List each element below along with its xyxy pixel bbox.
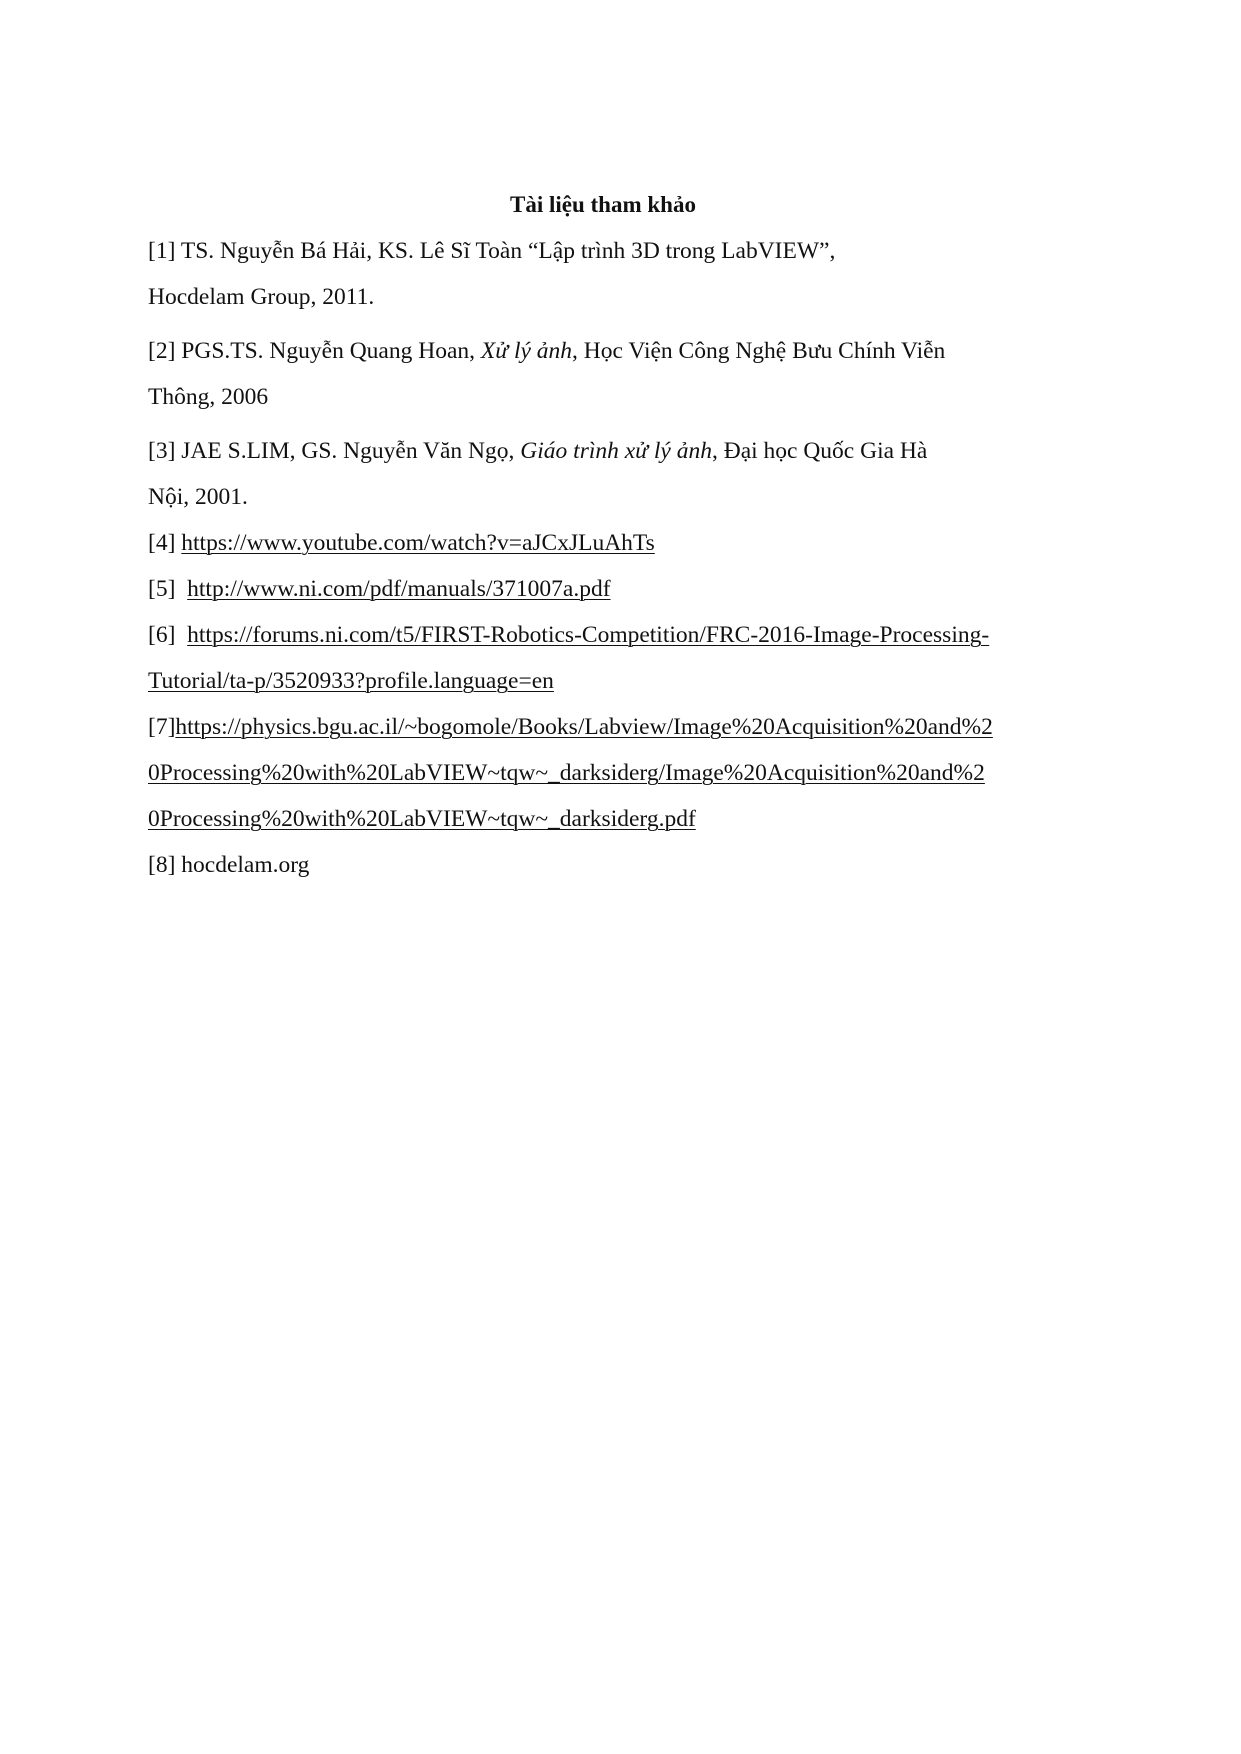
reference-1-line-2: Hocdelam Group, 2011. — [148, 284, 375, 310]
reference-3-publisher: , Đại học Quốc Gia Hà — [711, 438, 928, 464]
reference-2-authors: [2] PGS.TS. Nguyễn Quang Hoan, — [148, 338, 481, 364]
reference-7-line-2 — [148, 750, 1128, 796]
reference-3 — [148, 428, 1128, 520]
reference-7-line-1 — [148, 704, 1128, 750]
reference-2-line-2: Thông, 2006 — [148, 384, 269, 410]
reference-2 — [148, 328, 1128, 420]
reference-6 — [148, 612, 1128, 704]
reference-8: [8] hocdelam.org — [148, 852, 310, 878]
reference-4-link[interactable]: https://www.youtube.com/watch?v=aJCxJLuAhTs — [181, 530, 655, 556]
reference-7-link-part-1[interactable]: https://physics.bgu.ac.il/~bogomole/Books/Labview/Image%20Acquisition%20and%2 — [175, 714, 993, 740]
reference-6-line-2 — [148, 658, 1128, 704]
reference-4-label: [4] — [148, 530, 182, 556]
reference-7-link-part-3[interactable]: 0Processing%20with%20LabVIEW~tqw~_darksiderg.pdf — [148, 806, 696, 832]
reference-2-line-1 — [148, 328, 1128, 374]
reference-3-line-2: Nội, 2001. — [148, 484, 248, 510]
reference-3-line-1 — [148, 428, 1128, 474]
reference-5-link[interactable]: http://www.ni.com/pdf/manuals/371007a.pdf — [187, 576, 611, 602]
reference-1-line-1: [1] TS. Nguyễn Bá Hải, KS. Lê Sĩ Toàn “Lập trình 3D trong LabVIEW”, — [148, 238, 836, 264]
references-page — [148, 190, 1128, 888]
reference-6-link-part-2[interactable]: Tutorial/ta-p/3520933?profile.language=en — [148, 668, 554, 694]
reference-1 — [148, 228, 1128, 320]
reference-2-publisher: , Học Viện Công Nghệ Bưu Chính Viễn — [572, 338, 946, 364]
reference-2-title: Xử lý ảnh — [480, 338, 573, 364]
reference-5-label: [5] — [148, 576, 188, 602]
reference-3-authors: [3] JAE S.LIM, GS. Nguyễn Văn Ngọ, — [148, 438, 521, 464]
reference-6-link-part-1[interactable]: https://forums.ni.com/t5/FIRST-Robotics-Competition/FRC-2016-Image-Processing- — [187, 622, 990, 648]
reference-7-link-part-2[interactable]: 0Processing%20with%20LabVIEW~tqw~_darksiderg/Image%20Acquisition%20and%2 — [148, 760, 985, 786]
reference-6-label: [6] — [148, 622, 188, 648]
reference-7-label: [7] — [148, 714, 176, 740]
reference-7-line-3 — [148, 796, 1128, 842]
reference-7 — [148, 704, 1128, 842]
reference-6-line-1 — [148, 612, 1128, 658]
reference-3-title: Giáo trình xử lý ảnh — [520, 438, 712, 464]
reference-5 — [148, 566, 1128, 612]
reference-4 — [148, 520, 1128, 566]
page-title: Tài liệu tham khảo — [510, 192, 696, 217]
